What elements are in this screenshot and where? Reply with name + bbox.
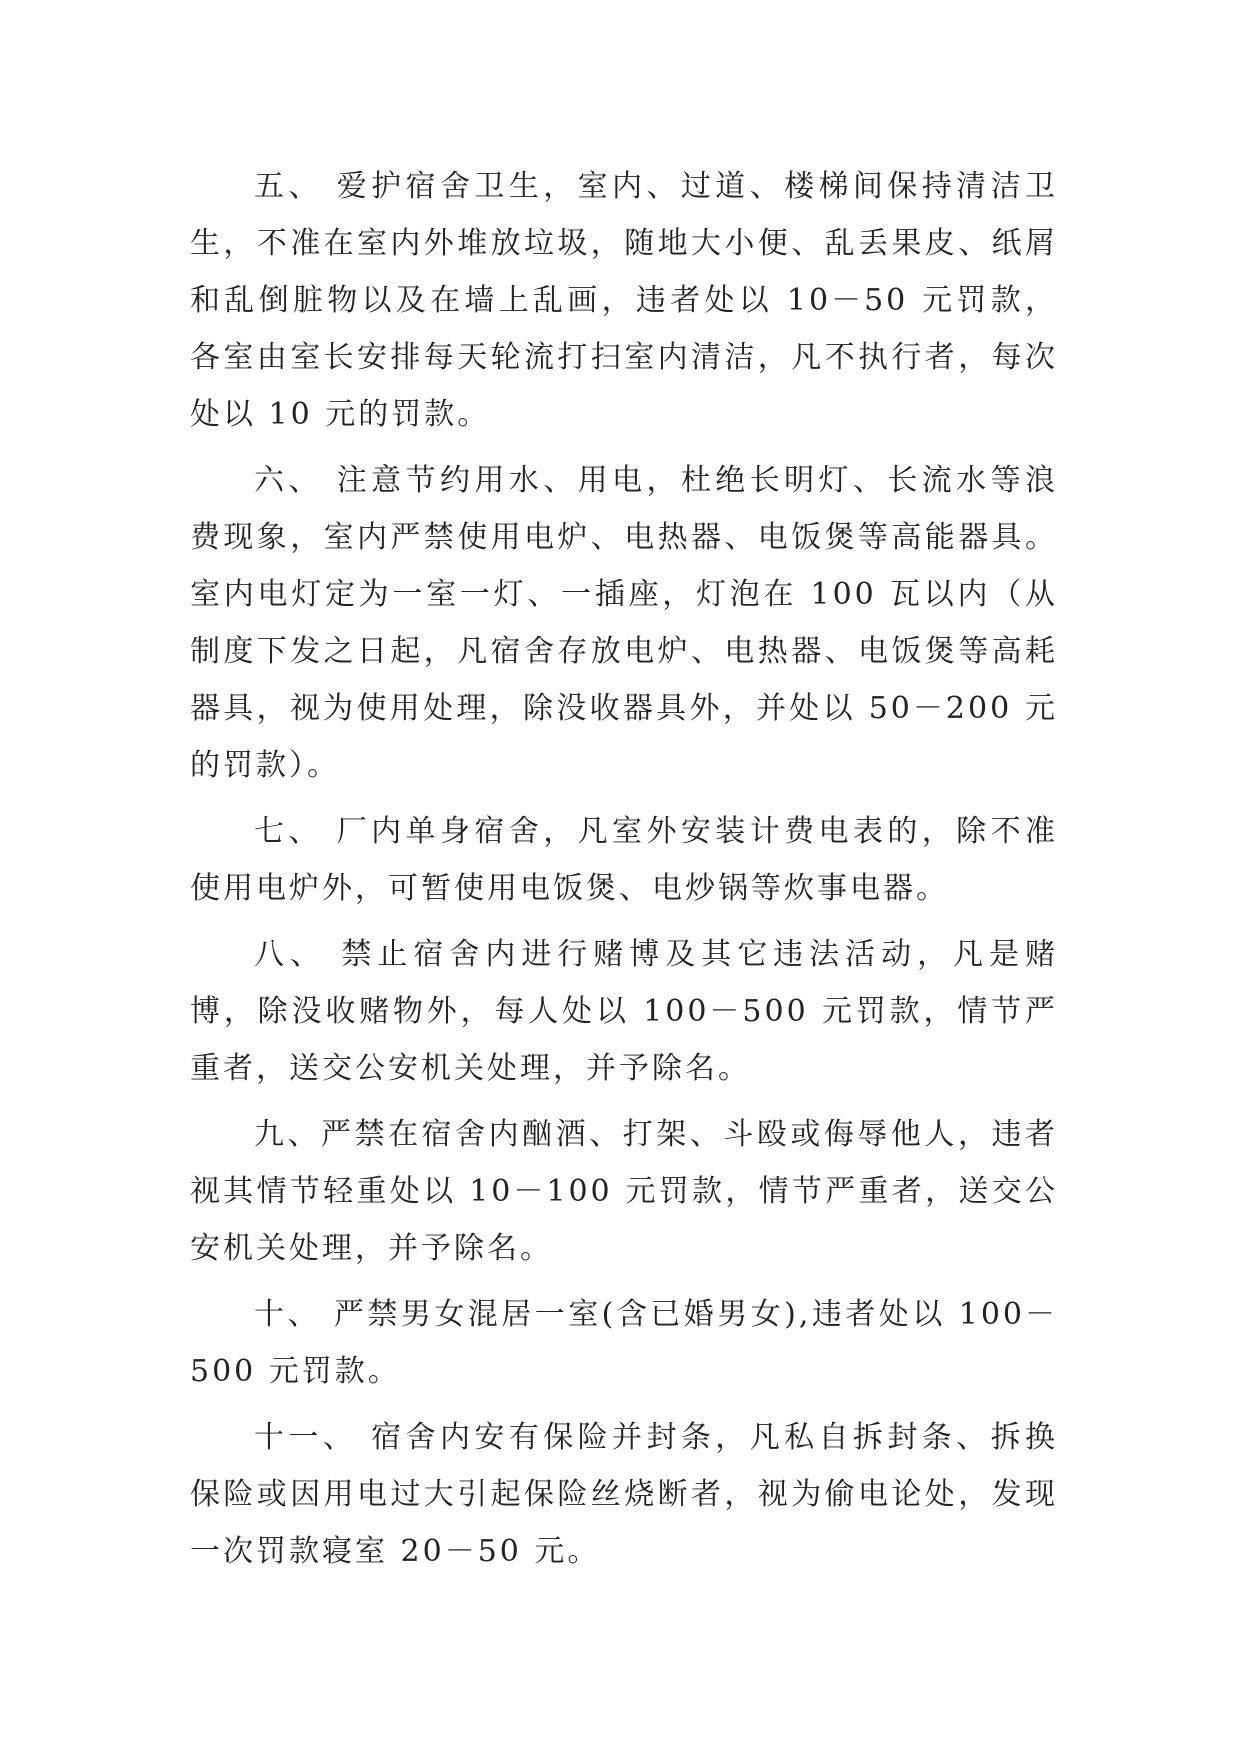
paragraph-rule-6: 六、 注意节约用水、用电，杜绝长明灯、长流水等浪费现象，室内严禁使用电炉、电热器、电饭煲等高能器具。室内电灯定为一室一灯、一插座，灯泡在 100 瓦以内（从制度下发之日起，凡宿舍存放电炉、电热器、电饭煲等高耗器具，视为使用处理，除没收器具外，并处以 50－200 元的罚款）。 [190,463,1058,783]
document-body [190,158,1058,1580]
paragraph-rule-5: 五、 爱护宿舍卫生，室内、过道、楼梯间保持清洁卫生，不准在室内外堆放垃圾，随地大小便、乱丢果皮、纸屑和乱倒脏物以及在墙上乱画，违者处以 10－50 元罚款，各室由室长安排每天轮流打扫室内清洁，凡不执行者，每次处以 10 元的罚款。 [190,169,1058,432]
paragraph-rule-9: 九、严禁在宿舍内酗酒、打架、斗殴或侮辱他人，违者视其情节轻重处以 10－100 元罚款，情节严重者，送交公安机关处理，并予除名。 [190,1117,1058,1266]
paragraph-rule-8: 八、 禁止宿舍内进行赌博及其它违法活动，凡是赌博，除没收赌物外，每人处以 100－500 元罚款，情节严重者，送交公安机关处理，并予除名。 [190,937,1058,1086]
paragraph-rule-10: 十、 严禁男女混居一室(含已婚男女),违者处以 100－500 元罚款。 [190,1297,1058,1389]
paragraph-rule-7: 七、 厂内单身宿舍，凡室外安装计费电表的，除不准使用电炉外，可暂使用电饭煲、电炒锅等炊事电器。 [190,814,1058,906]
paragraph-rule-11: 十一、 宿舍内安有保险并封条，凡私自拆封条、拆换保险或因用电过大引起保险丝烧断者，视为偷电论处，发现一次罚款寝室 20－50 元。 [190,1420,1058,1569]
